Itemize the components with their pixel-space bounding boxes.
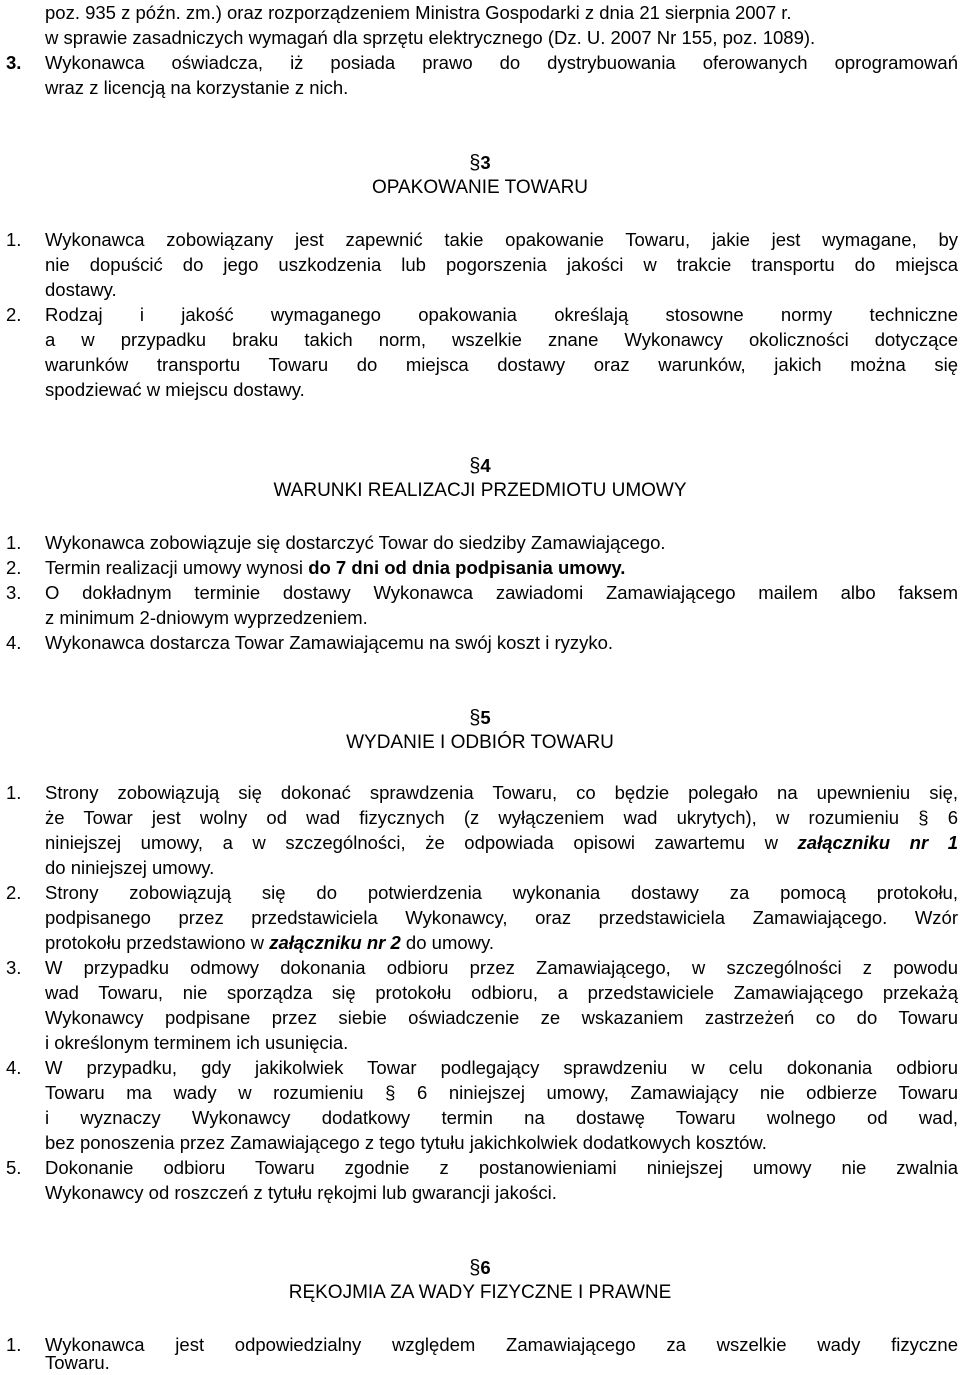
section-number-value: 3 [480, 152, 491, 173]
section-5-item-4-line-2: Towaru ma wady w rozumieniu § 6 niniejszej umowy, Zamawiający nie odbierze Towaru [45, 1082, 958, 1103]
section-5-item-3-number: 3. [6, 957, 22, 978]
section-5-item-4-line-1: W przypadku, gdy jakikolwiek Towar podlegający sprawdzeniu w celu dokonania odbioru [45, 1057, 958, 1078]
section-6-number [0, 1255, 960, 1281]
intro-item-number: 3. [6, 52, 22, 73]
section-3-item-2-line-4: spodziewać w miejscu dostawy. [45, 379, 305, 400]
section-4-item-4-number: 4. [6, 632, 22, 653]
section-symbol: § [469, 1257, 481, 1279]
section-3-item-2-line-3: warunków transportu Towaru do miejsca dostawy oraz warunków, jakich można się [45, 354, 958, 375]
intro-item-line-1: Wykonawca oświadcza, iż posiada prawo do dystrybuowania oferowanych oprogramowań [45, 52, 958, 73]
section-symbol: § [469, 455, 481, 477]
section-6-item-1-line-1: Wykonawca jest odpowiedzialny względem Zamawiającego za wszelkie wady fizyczne [45, 1334, 958, 1355]
section-5-item-1-line-1: Strony zobowiązują się dokonać sprawdzenia Towaru, co będzie polegało na upewnieniu się, [45, 782, 958, 803]
section-3-number [0, 150, 960, 176]
section-4-item-3-line-1: O dokładnym terminie dostawy Wykonawca zawiadomi Zamawiającego mailem albo faksem [45, 582, 958, 603]
section-5-item-2-line-1: Strony zobowiązują się do potwierdzenia wykonania dostawy za pomocą protokołu, [45, 882, 958, 903]
section-5-item-3-line-3: Wykonawcy podpisane przez siebie oświadczenie ze wskazaniem zastrzeżeń co do Towaru [45, 1007, 958, 1028]
attachment-1-reference: załączniku nr 1 [797, 832, 958, 853]
section-5-item-1-line-3 [45, 830, 958, 855]
section-4-item-2-line-1 [45, 555, 958, 580]
section-5-item-5-number: 5. [6, 1157, 22, 1178]
section-5-item-4-line-3: i wyznaczy Wykonawcy dodatkowy termin na dostawę Towaru wolnego od wad, [45, 1107, 958, 1128]
section-3-item-2-number: 2. [6, 304, 22, 325]
section-4-item-1-number: 1. [6, 532, 22, 553]
section-symbol: § [469, 152, 481, 174]
section-number-value: 5 [480, 707, 491, 728]
section-5-item-3-line-2: wad Towaru, nie sporządza się protokołu odbioru, a przedstawiciele Zamawiającego przekażą [45, 982, 958, 1003]
section-4-item-3-line-2: z minimum 2-dniowym wyprzedzeniem. [45, 607, 368, 628]
intro-item-line-2: wraz z licencją na korzystanie z nich. [45, 77, 349, 98]
section-3-item-2-line-2: a w przypadku braku takich norm, wszelkie znane Wykonawcy okoliczności dotyczące [45, 329, 958, 350]
section-5-item-1-line-4: do niniejszej umowy. [45, 857, 215, 878]
intro-line-2: w sprawie zasadniczych wymagań dla sprzętu elektrycznego (Dz. U. 2007 Nr 155, poz. 1089). [45, 27, 816, 48]
section-4-title: WARUNKI REALIZACJI PRZEDMIOTU UMOWY [273, 480, 687, 501]
section-3-item-1-line-1: Wykonawca zobowiązany jest zapewnić takie opakowanie Towaru, jakie jest wymagane, by [45, 229, 958, 250]
section-5-item-5-line-1: Dokonanie odbioru Towaru zgodnie z postanowieniami niniejszej umowy nie zwalnia [45, 1157, 958, 1178]
section-5-item-2-line-2: podpisanego przez przedstawiciela Wykonawcy, oraz przedstawiciela Zamawiającego. Wzór [45, 907, 958, 928]
section-4-item-3-number: 3. [6, 582, 22, 603]
section-4-item-2-number: 2. [6, 557, 22, 578]
section-5-item-4-line-4: bez ponoszenia przez Zamawiającego z tego tytułu jakichkolwiek dodatkowych kosztów. [45, 1132, 767, 1153]
section-5-item-2-line-3 [45, 930, 958, 955]
section-3-item-1-line-3: dostawy. [45, 279, 117, 300]
section-3-item-2-line-1: Rodzaj i jakość wymaganego opakowania określają stosowne normy techniczne [45, 304, 958, 325]
section-5-item-3-line-4: i określonym terminem ich usunięcia. [45, 1032, 349, 1053]
section-5-title: WYDANIE I ODBIÓR TOWARU [346, 732, 614, 753]
section-5-item-1-line-3-text: niniejszej umowy, a w szczególności, że odpowiada opisowi zawartemu w [45, 832, 798, 853]
attachment-2-reference: załączniku nr 2 [269, 932, 401, 953]
section-5-item-5-line-2: Wykonawcy od roszczeń z tytułu rękojmi lub gwarancji jakości. [45, 1182, 557, 1203]
intro-line-1: poz. 935 z późn. zm.) oraz rozporządzeniem Ministra Gospodarki z dnia 21 sierpnia 2007 r. [45, 2, 792, 23]
section-symbol: § [469, 707, 481, 729]
section-5-item-4-number: 4. [6, 1057, 22, 1078]
section-number-value: 4 [480, 455, 491, 476]
section-4-number [0, 453, 960, 479]
section-3-item-1-line-2: nie dopuścić do jego uszkodzenia lub pogorszenia jakości w trakcie transportu do miejsca [45, 254, 958, 275]
section-3-title: OPAKOWANIE TOWARU [371, 177, 589, 198]
section-3-item-1-number: 1. [6, 229, 22, 250]
section-5-item-2-line-3-end: do umowy. [400, 932, 495, 953]
section-5-item-2-number: 2. [6, 882, 22, 903]
section-4-item-1-line-1: Wykonawca zobowiązuje się dostarczyć Towar do siedziby Zamawiającego. [45, 532, 666, 553]
section-5-item-2-line-3-text: protokołu przedstawiono w [45, 932, 270, 953]
section-4-item-2-bold-text: do 7 dni od dnia podpisania umowy. [308, 557, 626, 578]
section-5-item-1-line-2: że Towar jest wolny od wad fizycznych (z wyłączeniem wad ukrytych), w rozumieniu § 6 [45, 807, 958, 828]
section-4-item-4-line-1: Wykonawca dostarcza Towar Zamawiającemu na swój koszt i ryzyko. [45, 632, 614, 653]
section-5-number [0, 705, 960, 731]
section-6-title: RĘKOJMIA ZA WADY FIZYCZNE I PRAWNE [288, 1282, 672, 1303]
section-6-item-1-number: 1. [6, 1334, 22, 1355]
section-5-item-3-line-1: W przypadku odmowy dokonania odbioru przez Zamawiającego, w szczególności z powodu [45, 957, 958, 978]
section-number-value: 6 [480, 1257, 491, 1278]
section-6-item-1-line-2: Towaru. [45, 1352, 110, 1373]
section-4-item-2-text: Termin realizacji umowy wynosi [45, 557, 309, 578]
section-5-item-1-number: 1. [6, 782, 22, 803]
